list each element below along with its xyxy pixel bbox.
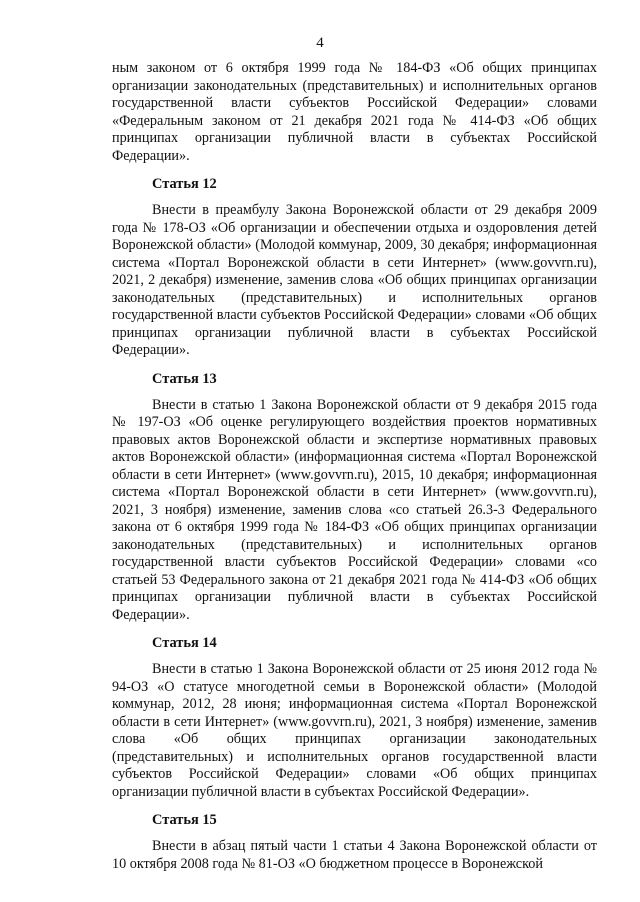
article-13-paragraph: Внести в статью 1 Закона Воронежской области от 9 декабря 2015 года № 197-ОЗ «Об оценке регулирующего воздействия проектов нормативных правовых актов Воронежской области и экспертизе нормативных правовых актов Воронежской области» (информационная система «Портал Воронежской области в сети Интернет» (www.govvrn.ru), 2015, 10 декабря; информационная система «Портал Воронежской области в сети Интернет» (www.govvrn.ru), 2021, 3 ноября) изменение, заменив слова «со статьей 26.3-3 Федерального закона от 6 октября 1999 года № 184-ФЗ «Об общих принципах организации законодательных (представительных) и исполнительных органов государственной власти субъектов Российской Федерации» словами «со статьей 53 Федерального закона от 21 декабря 2021 года № 414-ФЗ «Об общих принципах организации публичной власти в субъектах Российской Федерации». [112,396,597,623]
page-number: 4 [316,35,324,51]
article-15-paragraph: Внести в абзац пятый части 1 статьи 4 Закона Воронежской области от 10 октября 2008 года № 81-ОЗ «О бюджетном процессе в Воронежской [112,838,597,872]
article-12-paragraph: Внести в преамбулу Закона Воронежской области от 29 декабря 2009 года № 178-ОЗ «Об организации и обеспечении отдыха и оздоровления детей Воронежской области» (Молодой коммунар, 2009, 30 декабря; информационная система «Портал Воронежской области в сети Интернет» (www.govvrn.ru), 2021, 2 декабря) изменение, заменив слова «Об общих принципах организации законодательных (представительных) и исполнительных органов государственной власти субъектов Российской Федерации» словами «Об общих принципах организации публичной власти в субъектах Российской Федерации». [112,202,597,358]
article-heading-13: Статья 13 [152,370,217,387]
article-heading-14: Статья 14 [152,635,217,651]
article-heading-15: Статья 15 [152,812,217,828]
article-14-paragraph: Внести в статью 1 Закона Воронежской области от 25 июня 2012 года № 94-ОЗ «О статусе многодетной семьи в Воронежской области» (Молодой коммунар, 2012, 28 июня; информационная система «Портал Воронежской области в сети Интернет» (www.govvrn.ru), 2021, 3 ноября) изменение, заменив слова «Об общих принципах организации законодательных (представительных) и исполнительных органов государственной власти субъектов Российской Федерации» словами «Об общих принципах организации публичной власти в субъектах Российской Федерации». [112,661,597,800]
document-body [112,60,597,873]
article-heading-12: Статья 12 [152,176,217,192]
paragraph-continued: ным законом от 6 октября 1999 года № 184-ФЗ «Об общих принципах организации законодательных (представительных) и исполнительных органов государственной власти субъектов Российской Федерации» словами «Федеральным законом от 21 декабря 2021 года № 414-ФЗ «Об общих принципах организации публичной власти в субъектах Российской Федерации». [112,60,597,164]
